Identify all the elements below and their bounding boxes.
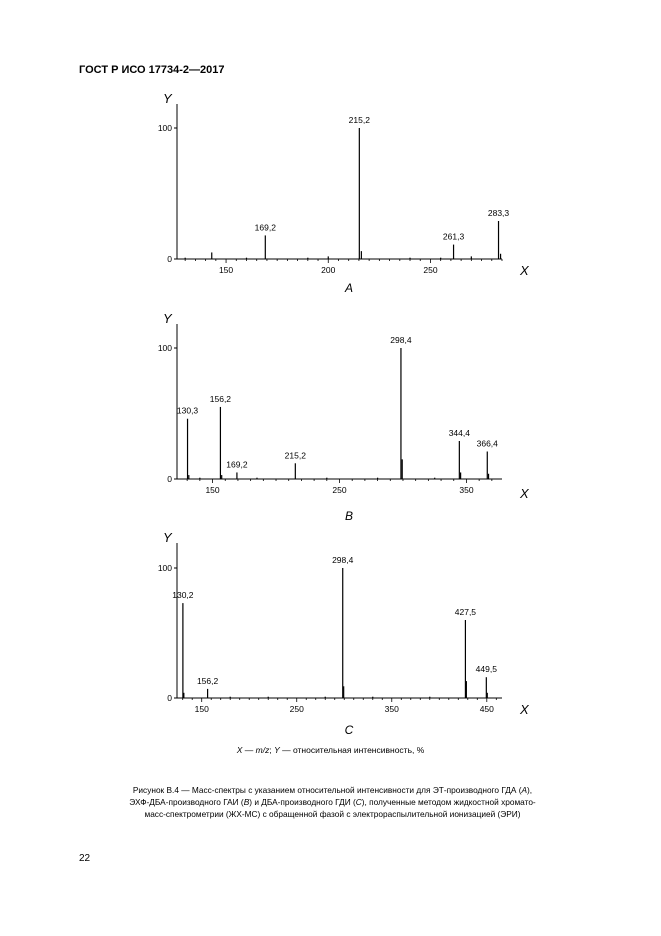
x-tick-label: 250: [332, 485, 347, 495]
peak-label: 366,4: [476, 438, 498, 449]
panel-label: A: [344, 281, 354, 295]
peak-label: 344,4: [448, 428, 470, 439]
caption-text: ЭХФ-ДБА-производного ГАИ (: [129, 797, 244, 807]
caption-italic-c: С: [355, 797, 362, 807]
legend-semicolon: ;: [269, 745, 275, 755]
legend-x-desc: m/z: [255, 745, 270, 755]
legend-sep-1: —: [242, 745, 256, 755]
y-axis-label: Y: [163, 530, 172, 545]
peak-label: 215,2: [284, 450, 306, 461]
caption-line-2: [60, 796, 605, 808]
caption-text: Рисунок В.4 — Масс-спектры с указанием относительной интенсивности для ЭТ-производного ГДА (: [132, 785, 522, 795]
y-tick-label: 100: [157, 343, 172, 353]
y-tick-label: 0: [167, 474, 172, 484]
caption-line-1: [60, 784, 605, 796]
spectrum-panel-c: [158, 530, 530, 737]
caption-italic-b: В: [243, 797, 250, 807]
peak-label: 215,2: [348, 115, 370, 125]
spectrum-panel-a: [158, 91, 530, 295]
caption-text: ),: [527, 785, 533, 795]
x-tick-label: 350: [384, 704, 399, 714]
figure-caption: [60, 784, 605, 820]
x-tick-label: 150: [218, 265, 234, 275]
x-tick-label: 200: [321, 265, 336, 275]
x-tick-label: 350: [459, 485, 474, 495]
panel-label: C: [344, 723, 354, 737]
x-axis-label: X: [520, 263, 529, 278]
caption-text: ) и ДБА-производного ГДИ (: [249, 797, 356, 807]
x-tick-label: 250: [289, 704, 304, 714]
peak-label: 130,3: [176, 405, 199, 416]
y-axis-label: Y: [163, 311, 172, 326]
peak-label: 427,5: [454, 607, 477, 617]
x-tick-label: 450: [479, 704, 494, 714]
x-tick-label: 250: [423, 265, 438, 275]
peak-label: 261,3: [442, 231, 465, 242]
y-tick-label: 0: [167, 254, 172, 264]
legend-y-symbol: Y: [274, 745, 280, 755]
peak-label: 156,2: [196, 675, 219, 686]
peak-label: 169,2: [226, 459, 248, 470]
y-tick-label: 100: [157, 563, 172, 573]
peak-label: 283,3: [487, 208, 510, 219]
x-tick-label: 150: [194, 704, 209, 714]
caption-text: ), полученные методом жидкостной хромато-: [361, 797, 536, 807]
x-axis-label: X: [520, 702, 529, 717]
peak-label: 449,5: [475, 664, 497, 675]
caption-italic-a: А: [521, 785, 528, 795]
panel-label: B: [344, 509, 354, 523]
y-tick-label: 0: [167, 693, 172, 703]
peak-label: 298,4: [390, 335, 412, 345]
page-number: 22: [79, 853, 91, 864]
y-tick-label: 100: [157, 123, 172, 133]
x-tick-label: 150: [205, 485, 220, 495]
axis-legend: [0, 745, 661, 755]
spectrum-panel-b: [158, 311, 530, 523]
peak-label: 130,2: [172, 590, 194, 601]
y-axis-label: Y: [163, 91, 172, 106]
legend-y-desc: — относительная интенсивность, %: [279, 745, 425, 755]
document-header: ГОСТ Р ИСО 17734-2—2017: [79, 64, 225, 76]
peak-label: 298,4: [332, 555, 354, 565]
x-axis-label: X: [520, 486, 529, 501]
peak-label: 169,2: [254, 222, 276, 233]
peak-label: 156,2: [209, 393, 232, 404]
legend-x-symbol: X: [236, 745, 243, 755]
caption-line-3: масс-спектрометрии (ЖХ-МС) с обращенной фазой с электрораспылительной ионизацией (ЭРИ): [144, 809, 521, 819]
